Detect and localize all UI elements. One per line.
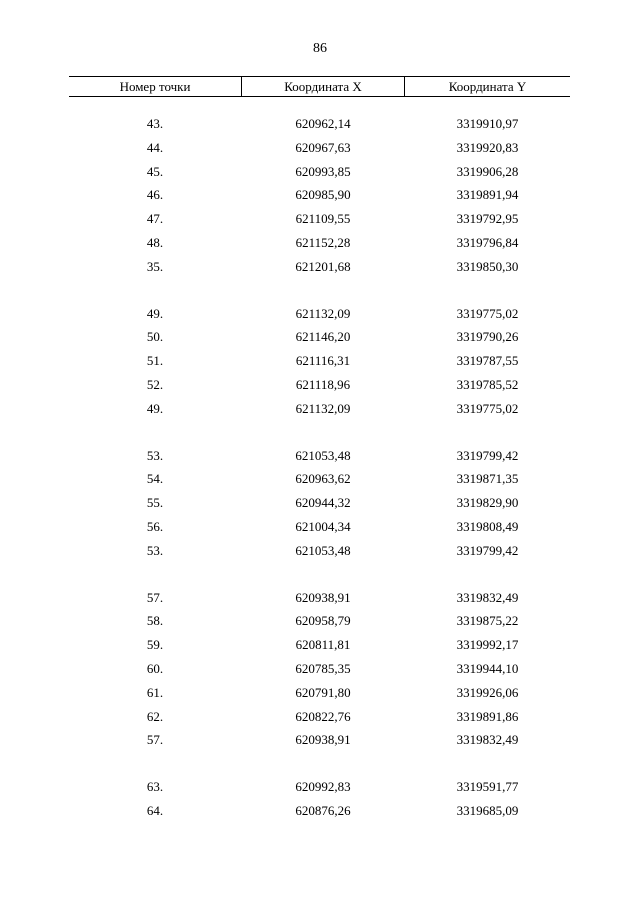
table-row (69, 112, 570, 136)
table-row (69, 705, 570, 729)
cell-coordinate-y: 3319910,97 (456, 116, 519, 131)
cell-coordinate-y: 3319926,06 (456, 684, 519, 700)
cell-coordinate-y: 3319792,95 (456, 211, 519, 227)
cell-point-number: 46. (146, 187, 164, 203)
cell-coordinate-x: 621118,96 (295, 376, 351, 392)
cell-coordinate-x: 621146,20 (295, 329, 351, 345)
cell-point-number: 35. (146, 258, 164, 274)
cell-coordinate-x: 621004,34 (295, 518, 351, 534)
cell-point-number: 63. (146, 779, 164, 795)
table-row (69, 183, 570, 207)
cell-coordinate-y: 3319775,02 (456, 400, 519, 416)
cell-coordinate-y: 3319787,55 (456, 353, 519, 369)
cell-coordinate-x: 620958,79 (295, 613, 351, 629)
table-row (69, 586, 570, 610)
cell-coordinate-x: 620992,83 (295, 779, 351, 795)
cell-point-number: 44. (146, 139, 164, 155)
cell-point-number: 59. (146, 637, 164, 653)
cell-coordinate-x: 621132,09 (295, 305, 351, 321)
cell-point-number: 43. (146, 116, 164, 131)
header-coordinate-y: Координата Y (404, 77, 570, 96)
cell-point-number: 51. (146, 353, 164, 369)
cell-point-number: 49. (146, 400, 164, 416)
cell-coordinate-y: 3319799,42 (456, 447, 519, 463)
cell-point-number: 53. (146, 542, 164, 558)
table-header (69, 76, 570, 97)
table-body (69, 97, 570, 823)
table-row (69, 325, 570, 349)
cell-coordinate-x: 621116,31 (295, 353, 351, 369)
cell-point-number: 53. (146, 447, 164, 463)
point-group (69, 444, 570, 563)
table-row (69, 349, 570, 373)
cell-coordinate-x: 620785,35 (295, 660, 351, 676)
table-row (69, 231, 570, 255)
cell-point-number: 64. (146, 802, 164, 818)
table-row (69, 302, 570, 326)
cell-coordinate-y: 3319832,49 (456, 732, 519, 748)
cell-coordinate-x: 620938,91 (295, 589, 351, 605)
point-group (69, 302, 570, 421)
cell-coordinate-y: 3319799,42 (456, 542, 519, 558)
cell-coordinate-y: 3319850,30 (456, 258, 519, 274)
cell-coordinate-y: 3319832,49 (456, 589, 519, 605)
header-point-number: Номер точки (119, 79, 191, 94)
table-row (69, 397, 570, 421)
cell-coordinate-x: 621201,68 (295, 258, 351, 274)
cell-point-number: 62. (146, 708, 164, 724)
header-coordinate-x: Координата X (241, 77, 404, 96)
cell-point-number: 61. (146, 684, 164, 700)
cell-point-number: 55. (146, 495, 164, 511)
point-group (69, 586, 570, 753)
table-row (69, 609, 570, 633)
table-row (69, 633, 570, 657)
cell-coordinate-y: 3319992,17 (456, 637, 519, 653)
cell-coordinate-x: 621152,28 (295, 234, 351, 250)
cell-coordinate-x: 621053,48 (295, 542, 351, 558)
cell-coordinate-x: 620822,76 (295, 708, 351, 724)
cell-coordinate-x: 620993,85 (295, 163, 351, 179)
table-row (69, 728, 570, 752)
table-row (69, 467, 570, 491)
table-row (69, 444, 570, 468)
cell-point-number: 50. (146, 329, 164, 345)
table-row (69, 657, 570, 681)
page-number: 86 (313, 41, 327, 56)
cell-coordinate-y: 3319785,52 (456, 376, 519, 392)
table-row (69, 539, 570, 563)
cell-coordinate-x: 620876,26 (295, 802, 351, 818)
table-row (69, 491, 570, 515)
cell-coordinate-x: 620938,91 (295, 732, 351, 748)
cell-coordinate-x: 620985,90 (295, 187, 351, 203)
table-row (69, 775, 570, 799)
table-row (69, 160, 570, 184)
cell-coordinate-x: 620791,80 (295, 684, 351, 700)
cell-coordinate-x: 620811,81 (295, 637, 351, 653)
table-row (69, 373, 570, 397)
cell-point-number: 47. (146, 211, 164, 227)
table-row (69, 799, 570, 823)
table-row (69, 255, 570, 279)
cell-point-number: 56. (146, 518, 164, 534)
cell-coordinate-y: 3319808,49 (456, 518, 519, 534)
cell-coordinate-y: 3319790,26 (456, 329, 519, 345)
cell-coordinate-x: 620963,62 (295, 471, 351, 487)
cell-coordinate-y: 3319871,35 (456, 471, 519, 487)
cell-coordinate-y: 3319591,77 (456, 779, 519, 795)
cell-point-number: 45. (146, 163, 164, 179)
cell-point-number: 48. (146, 234, 164, 250)
cell-point-number: 57. (146, 732, 164, 748)
cell-coordinate-x: 620967,63 (295, 139, 351, 155)
table-row (69, 136, 570, 160)
coordinates-table (69, 76, 570, 846)
cell-coordinate-y: 3319775,02 (456, 305, 519, 321)
cell-point-number: 58. (146, 613, 164, 629)
point-group (69, 112, 570, 279)
cell-coordinate-y: 3319875,22 (456, 613, 519, 629)
table-row (69, 207, 570, 231)
table-row (69, 681, 570, 705)
cell-coordinate-x: 621053,48 (295, 447, 351, 463)
cell-coordinate-y: 3319944,10 (456, 660, 519, 676)
cell-coordinate-y: 3319906,28 (456, 163, 519, 179)
cell-point-number: 57. (146, 589, 164, 605)
cell-coordinate-y: 3319920,83 (456, 139, 519, 155)
cell-coordinate-y: 3319891,94 (456, 187, 519, 203)
cell-coordinate-y: 3319829,90 (456, 495, 519, 511)
cell-coordinate-y: 3319796,84 (456, 234, 519, 250)
cell-coordinate-y: 3319891,86 (456, 708, 519, 724)
cell-coordinate-x: 620944,32 (295, 495, 351, 511)
cell-point-number: 54. (146, 471, 164, 487)
table-row (69, 515, 570, 539)
cell-point-number: 49. (146, 305, 164, 321)
cell-point-number: 60. (146, 660, 164, 676)
point-group (69, 775, 570, 823)
cell-point-number: 52. (146, 376, 164, 392)
cell-coordinate-x: 621109,55 (295, 211, 351, 227)
cell-coordinate-x: 620962,14 (295, 116, 351, 131)
cell-coordinate-x: 621132,09 (295, 400, 351, 416)
cell-coordinate-y: 3319685,09 (456, 802, 519, 818)
